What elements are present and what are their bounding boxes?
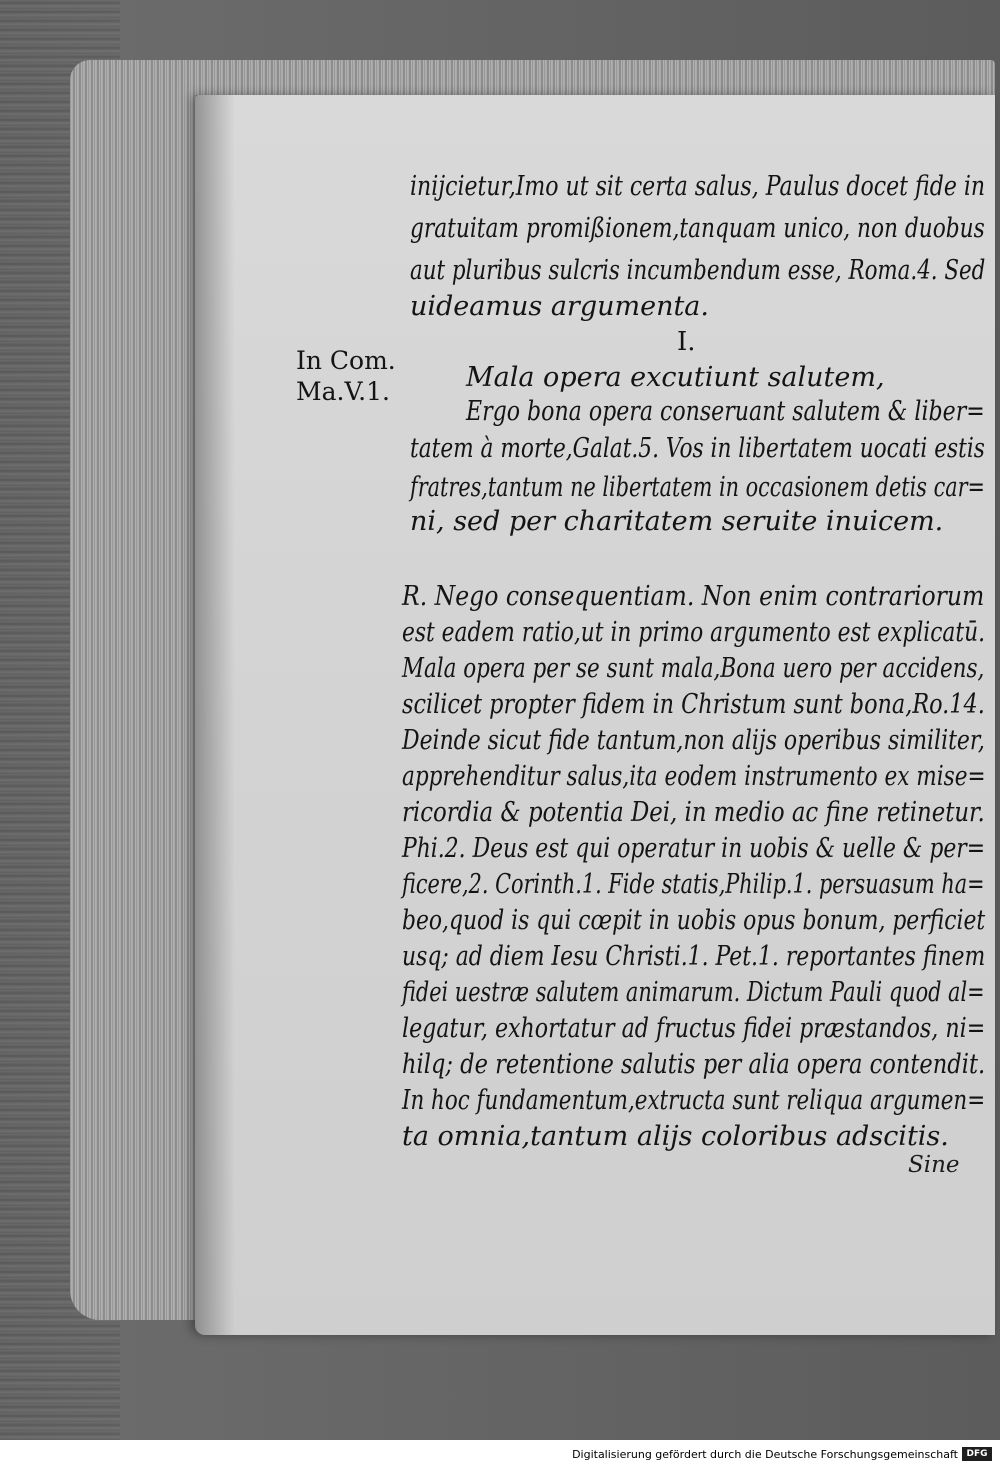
text-line: Deinde sicut fide tantum,non alijs operibus similiter, <box>402 725 985 756</box>
text-line: ricordia & potentia Dei, in medio ac fine retinetur. <box>402 797 985 828</box>
catchword: Sine <box>908 1152 960 1178</box>
section-number: I. <box>677 327 696 357</box>
text-line: Ergo bona opera conseruant salutem & liber= <box>466 396 985 427</box>
text-line: Phi.2. Deus est qui operatur in uobis & uelle & per= <box>402 833 986 864</box>
text-line: scilicet propter fidem in Christum sunt bona,Ro.14. <box>402 689 985 720</box>
text-line: R. Nego consequentiam. Non enim contrariorum <box>402 581 985 612</box>
text-line: aut pluribus sulcris incumbendum esse, Roma.4. Sed <box>410 255 986 286</box>
text-line: tatem à morte,Galat.5. Vos in libertatem uocati estis <box>410 433 985 464</box>
dfg-logo-icon: DFG <box>962 1447 992 1461</box>
text-line: inijcietur,Imo ut sit certa salus, Paulus docet fide in <box>410 171 986 202</box>
text-line: hilq; de retentione salutis per alia opera contendit. <box>402 1049 986 1080</box>
text-line: ta omnia,tantum alijs coloribus adscitis. <box>402 1121 949 1152</box>
footer-credit: Digitalisierung gefördert durch die Deutsche Forschungsgemeinschaft <box>572 1448 958 1461</box>
text-line: Mala opera per se sunt mala,Bona uero per accidens, <box>402 653 985 684</box>
text-line: est eadem ratio,ut in primo argumento est explicatū. <box>402 617 985 648</box>
text-line: uideamus argumenta. <box>410 291 709 322</box>
text-line: apprehenditur salus,ita eodem instrumento ex mise= <box>402 761 986 792</box>
text-line: In hoc fundamentum,extructa sunt reliqua argumen= <box>402 1085 986 1116</box>
text-line: fratres,tantum ne libertatem in occasionem detis car= <box>410 472 985 503</box>
text-line: gratuitam promißionem,tanquam unico, non duobus <box>410 213 985 244</box>
text-line: fidei uestræ salutem animarum. Dictum Pauli quod al= <box>402 977 985 1008</box>
text-line: ficere,2. Corinth.1. Fide statis,Philip.1. persuasum ha= <box>402 869 985 900</box>
text-line: Mala opera excutiunt salutem, <box>466 362 885 393</box>
text-line: usq; ad diem Iesu Christi.1. Pet.1. reportantes finem <box>402 941 986 972</box>
text-line: ni, sed per charitatem seruite inuicem. <box>410 506 944 537</box>
text-line: beo,quod is qui cœpit in uobis opus bonum, perficiet <box>402 905 986 936</box>
marginal-note-line: Ma.V.1. <box>296 377 390 406</box>
gutter-shadow <box>195 95 235 1335</box>
marginal-note-line: In Com. <box>296 346 396 375</box>
text-line: legatur, exhortatur ad fructus fidei præstandos, ni= <box>402 1013 986 1044</box>
